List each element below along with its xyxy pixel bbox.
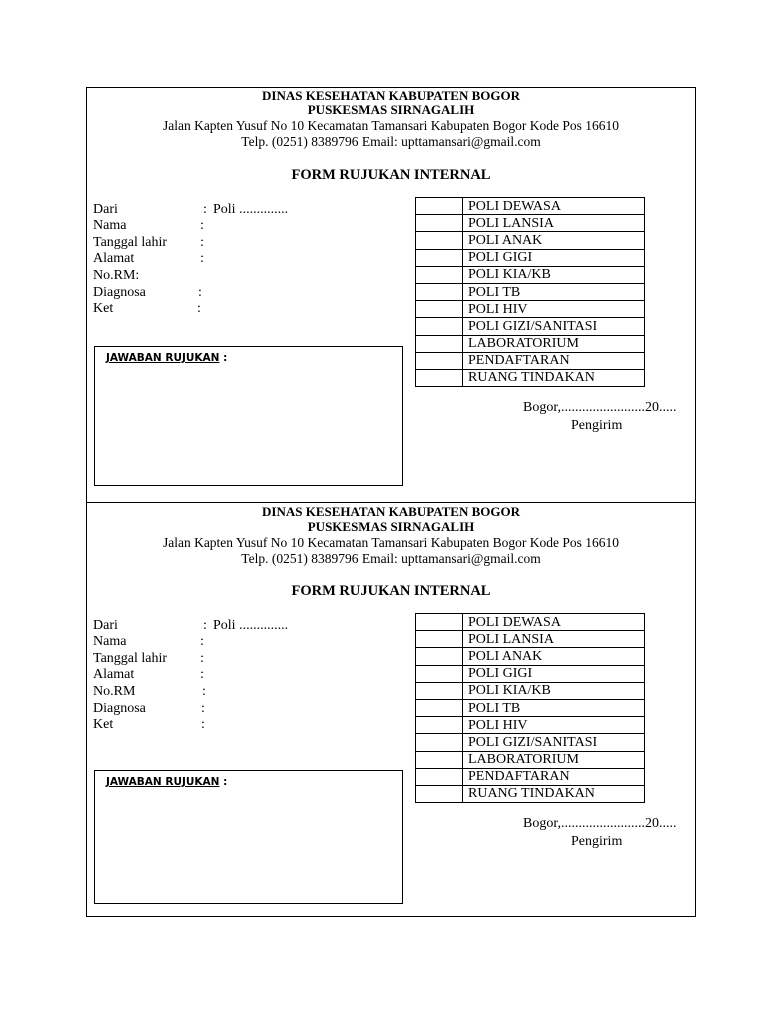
poli-option-row: [416, 232, 645, 249]
field-colon: :: [200, 251, 204, 266]
clinic-address: Jalan Kapten Yusuf No 10 Kecamatan Tamansari Kabupaten Bogor Kode Pos 16610: [162, 118, 620, 133]
agency-name: DINAS KESEHATAN KABUPATEN BOGOR: [262, 504, 520, 519]
poli-option-label: PENDAFTARAN: [463, 352, 645, 369]
poli-checkbox[interactable]: [416, 198, 463, 215]
poli-checkbox[interactable]: [416, 682, 463, 699]
poli-checkbox[interactable]: [416, 717, 463, 734]
poli-checkbox[interactable]: [416, 785, 463, 802]
poli-option-row: [416, 699, 645, 716]
poli-option-label: RUANG TINDAKAN: [463, 785, 645, 802]
jawaban-rujukan-label: [106, 776, 227, 788]
poli-option-label: POLI HIV: [463, 717, 645, 734]
poli-checkbox[interactable]: [416, 249, 463, 266]
field-label: Tanggal lahir: [93, 235, 168, 250]
field-label: No.RM:: [93, 268, 140, 283]
field-value[interactable]: Poli ..............: [213, 202, 289, 217]
poli-option-row: [416, 215, 645, 232]
poli-option-row: [416, 266, 645, 283]
poli-checkbox[interactable]: [416, 768, 463, 785]
field-label: Alamat: [93, 251, 135, 266]
poli-option-row: [416, 631, 645, 648]
poli-checkbox[interactable]: [416, 734, 463, 751]
poli-option-label: POLI GIGI: [463, 665, 645, 682]
jawaban-rujukan-box[interactable]: [94, 770, 403, 904]
field-colon: :: [201, 717, 205, 732]
poli-options-table: [415, 197, 645, 387]
poli-checkbox[interactable]: [416, 665, 463, 682]
poli-option-label: PENDAFTARAN: [463, 768, 645, 785]
poli-option-label: POLI KIA/KB: [463, 266, 645, 283]
poli-option-label: POLI ANAK: [463, 648, 645, 665]
jawaban-label-colon: :: [219, 776, 228, 788]
field-label: Dari: [93, 202, 118, 217]
field-label: No.RM: [93, 684, 136, 699]
clinic-name: PUSKESMAS SIRNAGALIH: [307, 102, 475, 117]
field-label: Nama: [93, 634, 127, 649]
poli-option-row: [416, 734, 645, 751]
clinic-address: Jalan Kapten Yusuf No 10 Kecamatan Tamansari Kabupaten Bogor Kode Pos 16610: [162, 535, 620, 550]
field-colon: :: [202, 684, 206, 699]
field-label: Diagnosa: [93, 701, 146, 716]
poli-option-label: POLI GIGI: [463, 249, 645, 266]
poli-option-row: [416, 249, 645, 266]
poli-option-label: POLI LANSIA: [463, 215, 645, 232]
form-title: FORM RUJUKAN INTERNAL: [291, 167, 491, 183]
field-value[interactable]: Poli ..............: [213, 618, 289, 633]
field-colon: :: [203, 618, 207, 633]
poli-option-label: POLI DEWASA: [463, 198, 645, 215]
poli-checkbox[interactable]: [416, 283, 463, 300]
poli-option-row: [416, 614, 645, 631]
jawaban-label-colon: :: [219, 352, 228, 364]
jawaban-rujukan-label: [106, 352, 227, 364]
field-colon: :: [197, 301, 201, 316]
clinic-contact: Telp. (0251) 8389796 Email: upttamansari@gmail.com: [241, 134, 541, 149]
poli-option-row: [416, 717, 645, 734]
field-label: Ket: [93, 301, 114, 316]
field-colon: :: [201, 701, 205, 716]
poli-option-label: RUANG TINDAKAN: [463, 369, 645, 386]
poli-checkbox[interactable]: [416, 369, 463, 386]
poli-option-row: [416, 318, 645, 335]
poli-checkbox[interactable]: [416, 631, 463, 648]
agency-name: DINAS KESEHATAN KABUPATEN BOGOR: [262, 88, 520, 103]
field-label: Dari: [93, 618, 118, 633]
poli-checkbox[interactable]: [416, 699, 463, 716]
referral-sheet: [86, 87, 696, 917]
poli-option-label: POLI HIV: [463, 301, 645, 318]
poli-option-label: POLI ANAK: [463, 232, 645, 249]
poli-option-row: [416, 198, 645, 215]
poli-checkbox[interactable]: [416, 751, 463, 768]
poli-option-row: [416, 283, 645, 300]
poli-checkbox[interactable]: [416, 318, 463, 335]
sign-place-date: Bogor,........................20.....: [523, 816, 677, 831]
referral-form-1: [87, 88, 695, 503]
poli-option-label: LABORATORIUM: [463, 751, 645, 768]
poli-option-row: [416, 648, 645, 665]
field-label: Ket: [93, 717, 114, 732]
poli-checkbox[interactable]: [416, 232, 463, 249]
poli-option-row: [416, 301, 645, 318]
poli-checkbox[interactable]: [416, 215, 463, 232]
poli-option-row: [416, 751, 645, 768]
poli-option-label: POLI TB: [463, 699, 645, 716]
poli-option-label: LABORATORIUM: [463, 335, 645, 352]
poli-option-row: [416, 768, 645, 785]
jawaban-label-text: JAWABAN RUJUKAN: [106, 352, 220, 364]
field-colon: :: [200, 218, 204, 233]
poli-option-label: POLI GIZI/SANITASI: [463, 734, 645, 751]
field-colon: :: [200, 667, 204, 682]
poli-option-label: POLI KIA/KB: [463, 682, 645, 699]
field-colon: :: [198, 285, 202, 300]
poli-checkbox[interactable]: [416, 335, 463, 352]
poli-option-label: POLI GIZI/SANITASI: [463, 318, 645, 335]
poli-checkbox[interactable]: [416, 301, 463, 318]
poli-checkbox[interactable]: [416, 266, 463, 283]
poli-checkbox[interactable]: [416, 352, 463, 369]
poli-option-row: [416, 785, 645, 802]
sender-label: Pengirim: [571, 418, 623, 433]
field-label: Diagnosa: [93, 285, 146, 300]
clinic-name: PUSKESMAS SIRNAGALIH: [307, 519, 475, 534]
clinic-contact: Telp. (0251) 8389796 Email: upttamansari@gmail.com: [241, 551, 541, 566]
poli-option-row: [416, 665, 645, 682]
form-title: FORM RUJUKAN INTERNAL: [291, 583, 491, 599]
poli-option-row: [416, 335, 645, 352]
field-label: Alamat: [93, 667, 135, 682]
poli-checkbox[interactable]: [416, 614, 463, 631]
poli-option-label: POLI DEWASA: [463, 614, 645, 631]
poli-checkbox[interactable]: [416, 648, 463, 665]
field-label: Tanggal lahir: [93, 651, 168, 666]
poli-option-row: [416, 369, 645, 386]
field-colon: :: [203, 202, 207, 217]
poli-option-label: POLI TB: [463, 283, 645, 300]
field-colon: :: [200, 651, 204, 666]
referral-form-2: [87, 502, 695, 918]
field-label: Nama: [93, 218, 127, 233]
sign-place-date: Bogor,........................20.....: [523, 400, 677, 415]
field-colon: :: [200, 634, 204, 649]
poli-option-row: [416, 682, 645, 699]
poli-option-row: [416, 352, 645, 369]
jawaban-label-text: JAWABAN RUJUKAN: [106, 776, 220, 788]
jawaban-rujukan-box[interactable]: [94, 346, 403, 486]
field-colon: :: [200, 235, 204, 250]
sender-label: Pengirim: [571, 834, 623, 849]
poli-option-label: POLI LANSIA: [463, 631, 645, 648]
poli-options-table: [415, 613, 645, 803]
